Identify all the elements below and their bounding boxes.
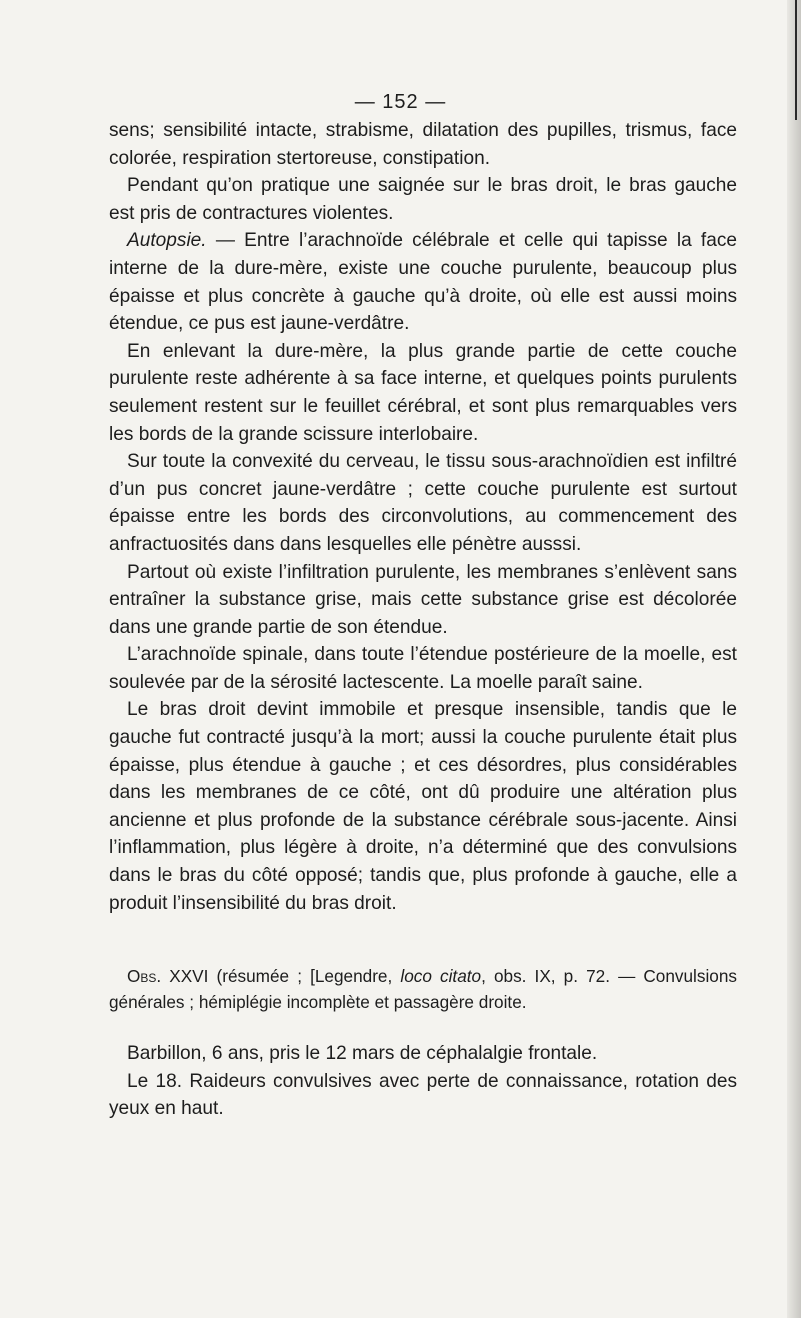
autopsie-heading: Autopsie. bbox=[127, 230, 207, 252]
paragraph: sens; sensibilité intacte, strabisme, dilatation des pupilles, trismus, face colorée, respiration stertoreuse, constipation. bbox=[109, 120, 737, 169]
paragraph: En enlevant la dure-mère, la plus grande partie de cette couche purulente reste adhérente à sa face interne, et quelques points purulents seulement restent sur le feuillet cérébral, et sont plus remarquables vers les bords de la grande scissure interlobaire. bbox=[109, 340, 737, 445]
observation-line bbox=[109, 964, 737, 1015]
case-text bbox=[109, 1040, 737, 1123]
observation-source: loco citato bbox=[400, 966, 482, 986]
paragraph: Pendant qu’on pratique une saignée sur le bras droit, le bras gauche est pris de contractures violentes. bbox=[109, 175, 737, 224]
observation-number: XXVI bbox=[161, 966, 209, 986]
paragraph: L’arachnoïde spinale, dans toute l’étendue postérieure de la moelle, est soulevée par de la sérosité lactescente. La moelle paraît saine. bbox=[109, 644, 737, 693]
paragraph: Sur toute la convexité du cerveau, le tissu sous-arachnoïdien est infiltré d’un pus concret jaune-verdâtre ; cette couche purulente est surtout épaisse entre les bords des circonvolutions, au commencement des anfractuosités dans dans lesquelles elle pénètre ausssi. bbox=[109, 451, 737, 555]
page-edge bbox=[787, 0, 801, 1318]
paragraph: Barbillon, 6 ans, pris le 12 mars de céphalalgie frontale. bbox=[127, 1043, 598, 1064]
observation-text-after: , obs. IX, p. 72. — Convulsions générales ; hémiplégie incomplète et passagère droite. bbox=[109, 966, 737, 1012]
paragraph: Le bras droit devint immobile et presque insensible, tandis que le gauche fut contracté jusqu’à la mort; aussi la couche purulente était plus épaisse, plus étendue à gauche ; et ces désordres, plus considérables dans les membranes de ce côté, ont dû produire une altération plus ancienne et plus profonde de la substance cérébrale sous-jacente. Ainsi l’inflammation, plus légère à droite, n’a déterminé que des convulsions dans le bras du côté opposé; tandis que, plus profonde à gauche, elle a produit l’insensibilité du bras droit. bbox=[109, 699, 737, 914]
observation-text-before: (résumée ; [Legendre, bbox=[208, 966, 401, 986]
paragraph: Le 18. Raideurs convulsives avec perte de connaissance, rotation des yeux en haut. bbox=[109, 1070, 737, 1120]
paragraph: Partout où existe l’infiltration purulente, les membranes s’enlèvent sans entraîner la substance grise, mais cette substance grise est décolorée dans une grande partie de son étendue. bbox=[109, 561, 737, 638]
page-number: — 152 — bbox=[354, 91, 447, 113]
autopsie-text: — Entre l’arachnoïde célébrale et celle qui tapisse la face interne de la dure-mère, existe une couche purulente, beaucoup plus épaisse et plus concrète à gauche qu’à droite, où elle est aussi moins étendue, ce pus est jaune-verdâtre. bbox=[109, 230, 737, 335]
main-text bbox=[109, 117, 737, 917]
observation-label: Obs. bbox=[127, 966, 162, 986]
paragraph-autopsie bbox=[109, 227, 737, 337]
observation-heading bbox=[109, 964, 737, 1015]
